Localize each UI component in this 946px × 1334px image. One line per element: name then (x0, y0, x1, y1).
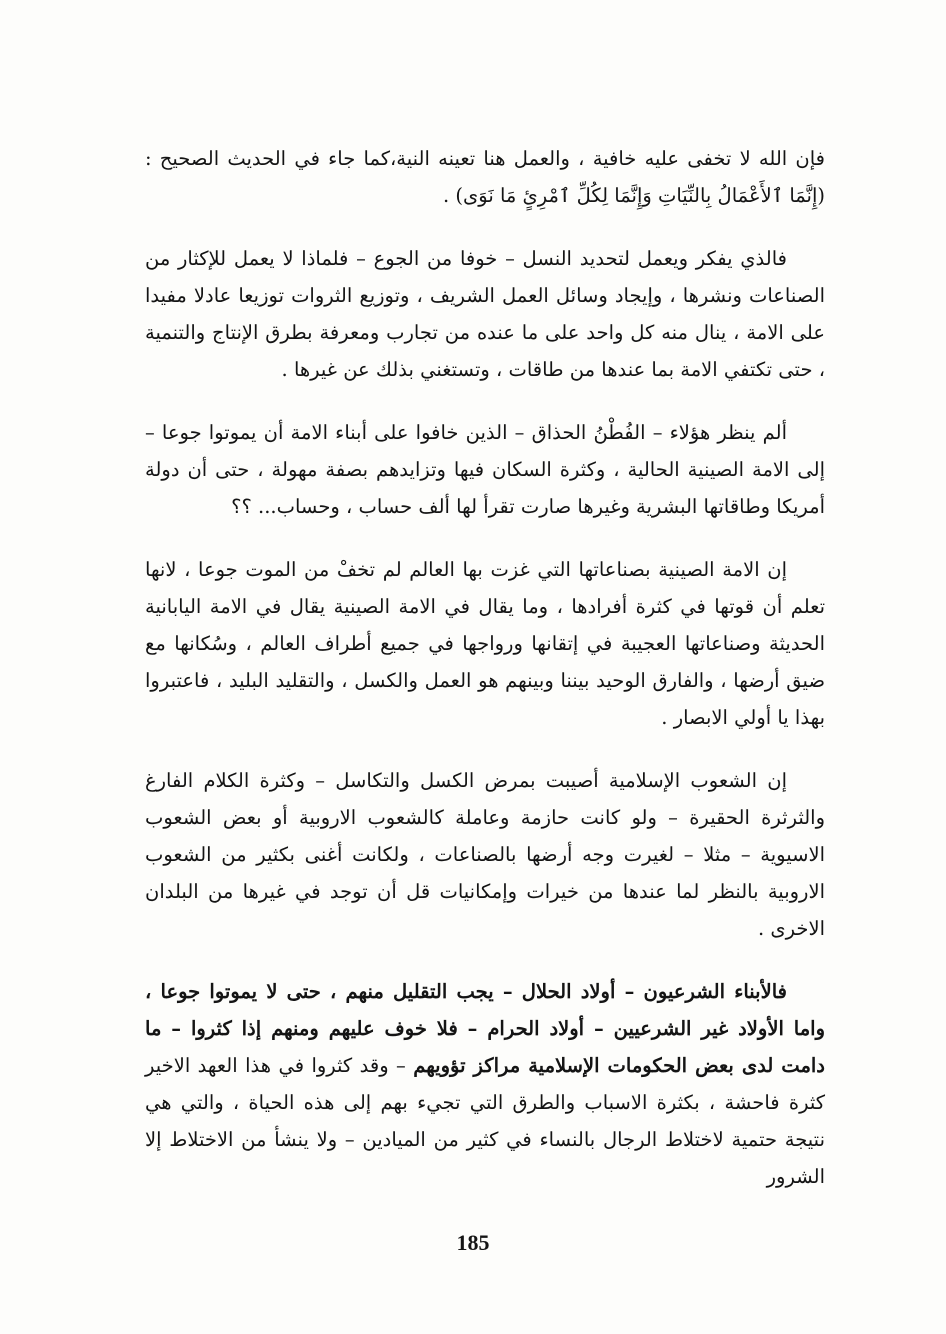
page-number: 185 (456, 1230, 490, 1255)
paragraph-2: فالذي يفكر ويعمل لتحديد النسل – خوفا من الجوع – فلماذا لا يعمل للإكثار من الصناعات ونشرها ، وإيجاد وسائل العمل الشريف ، وتوزيع الثروات توزيعا عادلا مفيدا على الامة ، ينال منه كل واحد على ما عنده من تجارب ومعرفة بطرق الإنتاج والتنمية ، حتى تكتفي الامة بما عندها من طاقات ، وتستغني بذلك عن غيرها . (145, 247, 825, 381)
paragraph-6 (145, 973, 825, 1195)
paragraph-4: إن الامة الصينية بصناعاتها التي غزت بها العالم لم تخفْ من الموت جوعا ، لانها تعلم أن قوتها في كثرة أفرادها ، وما يقال في الامة الصينية يقال في الامة اليابانية الحديثة وصناعاتها العجيبة في إتقانها ورواجها في جميع أطراف العالم ، وسُكانها مع ضيق أرضها ، والفارق الوحيد بيننا وبينهم هو العمل والكسل ، والتقليد البليد ، فاعتبروا بهذا يا أولي الابصار . (145, 558, 825, 729)
paragraph-6-regular: – وقد كثروا في هذا العهد الاخير كثرة فاحشة ، بكثرة الاسباب والطرق التي تجيء بهم إلى هذه الحياة ، والتي هي نتيجة حتمية لاختلاط الرجال بالنساء في كثير من الميادين – ولا ينشأ من الاختلاط إلا الشرور (145, 1054, 825, 1188)
paragraph-6-bold: فالأبناء الشرعيون – أولاد الحلال – يجب التقليل منهم ، حتى لا يموتوا جوعا ، واما الأولاد غير الشرعيين – أولاد الحرام – فلا خوف عليهم ومنهم إذا كثروا – ما دامت لدى بعض الحكومات الإسلامية مراكز تؤويهم (145, 980, 825, 1077)
paragraph-1: فإن الله لا تخفى عليه خافية ، والعمل هنا تعينه النية،كما جاء في الحديث الصحيح : (إِنَّمَا ٱلأَعْمَالُ بِالنِّيَاتِ وَإِنَّمَا لِكُلِّ ٱمْرِئٍ مَا نَوَى) . (145, 147, 825, 207)
body-text (145, 140, 825, 1221)
paragraph-5: إن الشعوب الإسلامية أصيبت بمرض الكسل والتكاسل – وكثرة الكلام الفارغ والثرثرة الحقيرة – ولو كانت حازمة وعاملة كالشعوب الاروبية أو بعض الشعوب الاسيوية – مثلا – لغيرت وجه أرضها بالصناعات ، ولكانت أغنى بكثير من الشعوب الاروبية بالنظر لما عندها من خيرات وإمكانيات قل أن توجد في غيرها من البلدان الاخرى . (145, 769, 825, 940)
paragraph-3: ألم ينظر هؤلاء – الفُطْنُ الحذاق – الذين خافوا على أبناء الامة أن يموتوا جوعا – إلى الامة الصينية الحالية ، وكثرة السكان فيها وتزايدهم بصفة مهولة ، حتى أن دولة أمريكا وطاقاتها البشرية وغيرها صارت تقرأ لها ألف حساب ، وحساب... ؟؟ (145, 421, 825, 518)
